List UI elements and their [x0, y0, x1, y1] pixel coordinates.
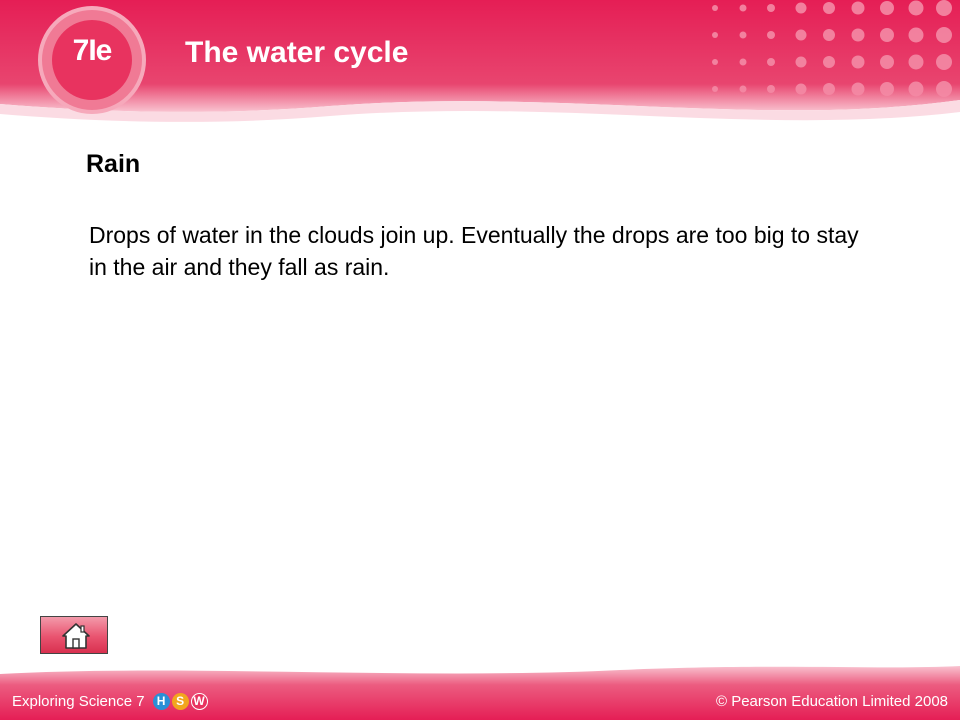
slide-title: The water cycle: [185, 36, 409, 69]
series-name: Exploring Science 7: [12, 693, 145, 710]
slide-header: [0, 0, 960, 130]
hsw-s-badge: S: [172, 693, 189, 710]
footer-series: [12, 693, 210, 710]
copyright-notice: © Pearson Education Limited 2008: [715, 693, 948, 710]
home-button[interactable]: [40, 616, 108, 654]
hsw-h-badge: H: [153, 693, 170, 710]
unit-code: 7Ie: [72, 34, 112, 67]
home-icon: [61, 622, 91, 650]
footer-band: [0, 660, 960, 720]
section-heading: Rain: [86, 150, 141, 178]
hsw-w-badge: W: [191, 693, 208, 710]
body-text: Drops of water in the clouds join up. Eventually the drops are too big to stay in the air and they fall as rain.: [89, 222, 859, 280]
